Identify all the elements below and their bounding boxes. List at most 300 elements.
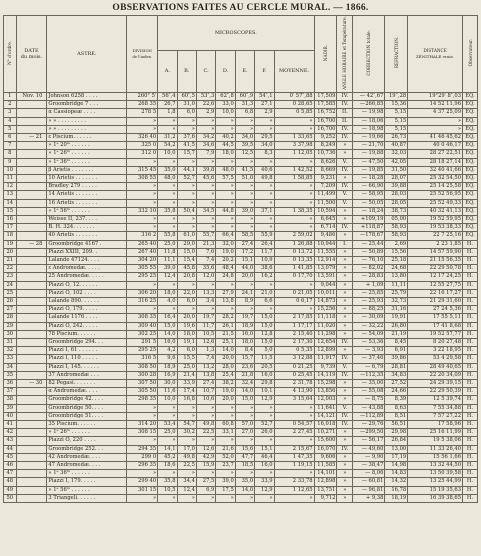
row-micro-c: 13,3 bbox=[196, 289, 215, 297]
row-distance: 13 32 44,50 bbox=[408, 462, 463, 470]
table-row bbox=[4, 396, 478, 404]
row-astre: 3 Triangeli. . . . . . bbox=[47, 494, 127, 502]
row-date bbox=[16, 125, 47, 133]
row-micro-b: 17,4 bbox=[177, 388, 196, 396]
row-micro-b: 33,9 bbox=[177, 380, 196, 388]
row-number: 28 bbox=[4, 314, 17, 322]
row-angle: IV. bbox=[337, 183, 353, 191]
row-micro-d: » bbox=[216, 158, 235, 166]
row-number: 4 bbox=[4, 117, 17, 125]
row-nadir: 13,751 bbox=[314, 486, 337, 494]
row-micro-d: 25,4 bbox=[216, 371, 235, 379]
row-refraction: 14,83 bbox=[385, 470, 408, 478]
row-micro-a: 25,0 bbox=[158, 429, 177, 437]
row-astre: Groombridge 51. . . . bbox=[47, 412, 127, 420]
row-angle: V. bbox=[337, 404, 353, 412]
row-correction: — 29,76 bbox=[353, 421, 385, 429]
row-refraction: 26,80 bbox=[385, 322, 408, 330]
row-date bbox=[16, 322, 47, 330]
row-date bbox=[16, 396, 47, 404]
row-angle: » bbox=[337, 289, 353, 297]
row-correction: — 9,90 bbox=[353, 453, 385, 461]
row-number: 3 bbox=[4, 109, 17, 117]
row-micro-d: » bbox=[216, 412, 235, 420]
row-nadir: 12,899 bbox=[314, 347, 337, 355]
row-micro-b: 20,0 bbox=[177, 314, 196, 322]
row-astre: 35 Piscium. . . . . . bbox=[47, 421, 127, 429]
row-micro-b: » bbox=[177, 281, 196, 289]
row-micro-f: » bbox=[255, 306, 274, 314]
row-division: » bbox=[127, 158, 158, 166]
row-number: 29 bbox=[4, 322, 17, 330]
row-micro-c: 15,9 bbox=[196, 462, 215, 470]
row-correction: —112,89 bbox=[353, 412, 385, 420]
row-correction: — 18,06 bbox=[353, 117, 385, 125]
row-observateur: EQ. bbox=[463, 183, 478, 191]
row-astre: 16 Arietis . . . . . . . bbox=[47, 199, 127, 207]
row-micro-e: 31,3 bbox=[235, 101, 254, 109]
row-micro-d: 19,0 bbox=[216, 388, 235, 396]
row-nadir: 11,585 bbox=[314, 462, 337, 470]
row-micro-f: 33,9 bbox=[255, 478, 274, 486]
table-row bbox=[4, 298, 478, 306]
row-moyenne: » bbox=[274, 404, 314, 412]
row-angle: IV. bbox=[337, 92, 353, 100]
row-micro-b: 18,0 bbox=[177, 330, 196, 338]
row-micro-c: » bbox=[196, 215, 215, 223]
row-moyenne: » bbox=[274, 183, 314, 191]
row-micro-b: » bbox=[177, 404, 196, 412]
row-micro-b: » bbox=[177, 470, 196, 478]
row-division: » bbox=[127, 191, 158, 199]
row-refraction: 13,00 bbox=[385, 445, 408, 453]
row-date bbox=[16, 462, 47, 470]
row-correction: —266,85 bbox=[353, 101, 385, 109]
header-micro-a: A. bbox=[158, 50, 177, 92]
row-astre: 82 Pegasi. . . . . . . bbox=[47, 380, 127, 388]
row-astre: α Cassiopeæ . . . . bbox=[47, 109, 127, 117]
row-observateur: H. bbox=[463, 462, 478, 470]
row-astre: α Andromedæ. . . . bbox=[47, 388, 127, 396]
row-observateur: H. bbox=[463, 281, 478, 289]
table-row bbox=[4, 289, 478, 297]
row-angle: » bbox=[337, 150, 353, 158]
row-angle: IV. bbox=[337, 101, 353, 109]
row-angle: » bbox=[337, 174, 353, 182]
row-micro-e: » bbox=[235, 199, 254, 207]
row-division: » bbox=[127, 494, 158, 502]
row-number: 2 bbox=[4, 101, 17, 109]
row-observateur: H. bbox=[463, 314, 478, 322]
row-micro-f: 46,4 bbox=[255, 453, 274, 461]
table-row bbox=[4, 404, 478, 412]
table-row bbox=[4, 371, 478, 379]
row-observateur: H. bbox=[463, 470, 478, 478]
row-micro-d: » bbox=[216, 183, 235, 191]
row-distance: 16 39 38,65 bbox=[408, 494, 463, 502]
row-distance: 19°29′ 8″,03 bbox=[408, 92, 463, 100]
row-angle: IV. bbox=[337, 133, 353, 141]
row-micro-d: 18,0 bbox=[216, 150, 235, 158]
row-micro-d: 20,2 bbox=[216, 256, 235, 264]
row-date bbox=[16, 470, 47, 478]
row-astre: » 1ᵉ 36ᵐ . . . . . . bbox=[47, 470, 127, 478]
row-observateur: EQ. bbox=[463, 92, 478, 100]
row-micro-e: 15,0 bbox=[235, 396, 254, 404]
row-division: 308 55 bbox=[127, 174, 158, 182]
row-micro-e: » bbox=[235, 412, 254, 420]
row-astre: » » . . . . . . . . . bbox=[47, 117, 127, 125]
table-row bbox=[4, 183, 478, 191]
row-date bbox=[16, 330, 47, 338]
row-refraction: 8,39 bbox=[385, 396, 408, 404]
row-micro-c: 10,6 bbox=[196, 396, 215, 404]
row-date bbox=[16, 232, 47, 240]
row-micro-f: » bbox=[255, 125, 274, 133]
row-astre: » » . . . . . . . . . bbox=[47, 125, 127, 133]
row-number: 8 bbox=[4, 150, 17, 158]
row-astre: 47 Andromedæ. . . . bbox=[47, 462, 127, 470]
row-observateur: H. bbox=[463, 322, 478, 330]
row-micro-c: 35,6 bbox=[196, 265, 215, 273]
row-refraction: 6,91 bbox=[385, 347, 408, 355]
row-micro-c: » bbox=[196, 183, 215, 191]
row-observateur: EQ. bbox=[463, 199, 478, 207]
row-moyenne: » bbox=[274, 281, 314, 289]
row-astre: Piazzi O, 179. . . . . bbox=[47, 306, 127, 314]
observations-table bbox=[3, 15, 478, 503]
row-number: 9 bbox=[4, 158, 17, 166]
row-number: 33 bbox=[4, 355, 17, 363]
row-micro-b: 44,1 bbox=[177, 166, 196, 174]
row-distance: 15 19 35,63 bbox=[408, 486, 463, 494]
row-micro-b: » bbox=[177, 437, 196, 445]
row-distance: 11 33 26,40 bbox=[408, 445, 463, 453]
row-micro-c: 42,9 bbox=[196, 453, 215, 461]
row-date bbox=[16, 191, 47, 199]
row-observateur: EQ. bbox=[463, 191, 478, 199]
row-observateur: H. bbox=[463, 437, 478, 445]
row-micro-a: 4,0 bbox=[158, 298, 177, 306]
row-micro-c: 22,6 bbox=[196, 101, 215, 109]
row-nadir: 16,700 bbox=[314, 117, 337, 125]
header-astre: ASTRE. bbox=[47, 16, 127, 93]
row-micro-e: » bbox=[235, 470, 254, 478]
row-number: 14 bbox=[4, 199, 17, 207]
row-micro-a: 14,1 bbox=[158, 445, 177, 453]
row-micro-e: » bbox=[235, 437, 254, 445]
row-moyenne: » bbox=[274, 158, 314, 166]
row-micro-c: » bbox=[196, 191, 215, 199]
row-refraction: 42,05 bbox=[385, 158, 408, 166]
row-angle: » bbox=[337, 453, 353, 461]
table-row bbox=[4, 363, 478, 371]
row-division: 305 50 bbox=[127, 388, 158, 396]
row-angle: » bbox=[337, 142, 353, 150]
row-micro-a: 16,4 bbox=[158, 314, 177, 322]
row-nadir: 9,606 bbox=[314, 453, 337, 461]
row-number: 47 bbox=[4, 470, 17, 478]
row-micro-d: 33,0 bbox=[216, 101, 235, 109]
row-correction: — 82,02 bbox=[353, 265, 385, 273]
row-micro-c: 1,3 bbox=[196, 347, 215, 355]
header-moyenne: MOYENNE. bbox=[274, 50, 314, 92]
table-row bbox=[4, 109, 478, 117]
row-micro-b: » bbox=[177, 215, 196, 223]
row-correction: — 47,50 bbox=[353, 158, 385, 166]
row-micro-d: » bbox=[216, 281, 235, 289]
row-refraction: 28,03 bbox=[385, 191, 408, 199]
row-number: 6 bbox=[4, 133, 17, 141]
table-row bbox=[4, 429, 478, 437]
row-number: 44 bbox=[4, 445, 17, 453]
row-micro-b: 31,0 bbox=[177, 101, 196, 109]
row-refraction: 25,18 bbox=[385, 256, 408, 264]
row-nadir: 16,700 bbox=[314, 125, 337, 133]
row-correction: — 66,90 bbox=[353, 183, 385, 191]
row-micro-b: 52,7 bbox=[177, 174, 196, 182]
row-correction: — 18,24 bbox=[353, 207, 385, 215]
row-micro-b: 20,8 bbox=[177, 273, 196, 281]
row-correction: — 18,28 bbox=[353, 174, 385, 182]
row-distance: 12 5 39,74 bbox=[408, 396, 463, 404]
row-refraction: 15,56 bbox=[385, 248, 408, 256]
row-moyenne: 2 17,30 bbox=[274, 339, 314, 347]
row-micro-a: » bbox=[158, 191, 177, 199]
row-correction: — 53,36 bbox=[353, 339, 385, 347]
row-observateur: H. bbox=[463, 363, 478, 371]
row-micro-d: 44,5 bbox=[216, 142, 235, 150]
row-refraction: 2,69 bbox=[385, 240, 408, 248]
row-refraction: 5,15 bbox=[385, 125, 408, 133]
row-micro-f: 11,5 bbox=[255, 355, 274, 363]
row-division: 332 10 bbox=[127, 207, 158, 215]
row-astre: Piazzi O, 102 . . . . bbox=[47, 289, 127, 297]
row-moyenne: » bbox=[274, 470, 314, 478]
row-moyenne: 1 26,88 bbox=[274, 240, 314, 248]
row-observateur: H. bbox=[463, 355, 478, 363]
row-division: 299 0 bbox=[127, 453, 158, 461]
row-distance: 22 16 17,27 bbox=[408, 289, 463, 297]
row-micro-c: 12,6 bbox=[196, 339, 215, 347]
row-micro-f: » bbox=[255, 224, 274, 232]
row-micro-e: 47,7 bbox=[235, 453, 254, 461]
row-micro-a: 11,6 bbox=[158, 388, 177, 396]
row-moyenne: 1 38,35 bbox=[274, 207, 314, 215]
row-micro-e: 17,2 bbox=[235, 248, 254, 256]
row-distance: 53 4 29,58 bbox=[408, 355, 463, 363]
row-astre: Piazzi O, 220 . . . . bbox=[47, 437, 127, 445]
row-micro-c: 6,9 bbox=[196, 486, 215, 494]
row-micro-b: 15,5 bbox=[177, 355, 196, 363]
row-observateur: H. bbox=[463, 445, 478, 453]
row-micro-c: 49,8 bbox=[196, 421, 215, 429]
row-observateur: H. bbox=[463, 371, 478, 379]
row-micro-b: 12,4 bbox=[177, 486, 196, 494]
row-observateur: H. bbox=[463, 289, 478, 297]
row-micro-d: » bbox=[216, 470, 235, 478]
row-number: 30 bbox=[4, 330, 17, 338]
row-observateur: EQ. bbox=[463, 133, 478, 141]
row-nadir: 6,645 bbox=[314, 215, 337, 223]
row-micro-d: 20,0 bbox=[216, 396, 235, 404]
row-division: 300 28 bbox=[127, 371, 158, 379]
header-angle: ANGLE HORAIRE et Température. bbox=[337, 16, 353, 93]
row-nadir: 9,712 bbox=[314, 494, 337, 502]
row-division: » bbox=[127, 404, 158, 412]
row-date bbox=[16, 150, 47, 158]
row-division: 302 25 bbox=[127, 330, 158, 338]
row-distance: 12 55 27,75 bbox=[408, 281, 463, 289]
row-astre: 14 Arietis . . . . . . . bbox=[47, 191, 127, 199]
row-micro-f: » bbox=[255, 117, 274, 125]
row-astre: » 1ᵉ 56ᵐ . . . . . . bbox=[47, 207, 127, 215]
row-correction: — 60,81 bbox=[353, 478, 385, 486]
row-micro-f: » bbox=[255, 215, 274, 223]
row-division: 314 20 bbox=[127, 421, 158, 429]
row-correction: + 1,09 bbox=[353, 281, 385, 289]
row-nadir: 11,555 bbox=[314, 248, 337, 256]
row-moyenne: » bbox=[274, 191, 314, 199]
row-nadir: 16,018 bbox=[314, 421, 337, 429]
row-refraction: 19,91 bbox=[385, 314, 408, 322]
row-micro-c: » bbox=[196, 404, 215, 412]
row-micro-e: 34,0 bbox=[235, 133, 254, 141]
row-number: 5 bbox=[4, 125, 17, 133]
row-division: » bbox=[127, 437, 158, 445]
row-micro-f: 2,9 bbox=[255, 109, 274, 117]
row-micro-b: 54,7 bbox=[177, 421, 196, 429]
row-division: 260° 5′ bbox=[127, 92, 158, 100]
row-micro-e: » bbox=[235, 183, 254, 191]
row-moyenne: 0 6,17 bbox=[274, 298, 314, 306]
row-observateur: H. bbox=[463, 256, 478, 264]
row-observateur: EQ. bbox=[463, 215, 478, 223]
row-nadir: 11,499 bbox=[314, 191, 337, 199]
row-distance: 28 18 27,14 bbox=[408, 158, 463, 166]
row-micro-d: 32,0 bbox=[216, 240, 235, 248]
table-row bbox=[4, 330, 478, 338]
row-micro-f: 10,9 bbox=[255, 256, 274, 264]
header-observateur: Observateur. bbox=[463, 16, 478, 93]
row-division: 308 35 bbox=[127, 314, 158, 322]
row-micro-a: 54,2 bbox=[158, 142, 177, 150]
row-division: » bbox=[127, 199, 158, 207]
row-correction: — 76,10 bbox=[353, 256, 385, 264]
row-micro-f: 10,1 bbox=[255, 388, 274, 396]
row-micro-d: 27,9 bbox=[216, 289, 235, 297]
row-number: 42 bbox=[4, 429, 17, 437]
row-micro-d: » bbox=[216, 404, 235, 412]
row-micro-f: » bbox=[255, 470, 274, 478]
row-distance: » bbox=[408, 125, 463, 133]
row-moyenne: » bbox=[274, 306, 314, 314]
row-angle: » bbox=[337, 486, 353, 494]
row-correction: — 35,00 bbox=[353, 380, 385, 388]
row-micro-f: 26,4 bbox=[255, 240, 274, 248]
row-micro-b: 50,4 bbox=[177, 207, 196, 215]
row-micro-c: » bbox=[196, 437, 215, 445]
row-micro-c: 2,9 bbox=[196, 109, 215, 117]
row-nadir: 11,118 bbox=[314, 314, 337, 322]
row-micro-a: 31,2 bbox=[158, 133, 177, 141]
row-micro-d: 19,0 bbox=[216, 248, 235, 256]
row-astre: 37 Andromedæ . . . bbox=[47, 371, 127, 379]
table-row bbox=[4, 224, 478, 232]
row-micro-e: » bbox=[235, 281, 254, 289]
row-correction: — 32,22 bbox=[353, 322, 385, 330]
page-title: OBSERVATIONS FAITES AU CERCLE MURAL. — 1866. bbox=[112, 3, 369, 13]
row-micro-f: 27,1 bbox=[255, 101, 274, 109]
row-micro-b: » bbox=[177, 494, 196, 502]
row-refraction: 58,93 bbox=[385, 232, 408, 240]
row-distance: 7 57 27,22 bbox=[408, 412, 463, 420]
row-refraction: 28,81 bbox=[385, 363, 408, 371]
row-nadir: 12,914 bbox=[314, 256, 337, 264]
row-angle: IV. bbox=[337, 421, 353, 429]
row-micro-b: 34,4 bbox=[177, 478, 196, 486]
row-micro-e: 24,1 bbox=[235, 289, 254, 297]
row-nadir: 17,509 bbox=[314, 92, 337, 100]
row-astre: Piazzi I, 145. . . . . . bbox=[47, 363, 127, 371]
row-nadir: 11,298 bbox=[314, 330, 337, 338]
row-date bbox=[16, 388, 47, 396]
row-distance: 22 29 50,78 bbox=[408, 265, 463, 273]
table-row bbox=[4, 494, 478, 502]
row-micro-f: 20,5 bbox=[255, 363, 274, 371]
row-observateur: H. bbox=[463, 396, 478, 404]
row-nadir: 10,594 bbox=[314, 207, 337, 215]
row-number: 13 bbox=[4, 191, 17, 199]
row-micro-a: 35,0 bbox=[158, 166, 177, 174]
row-angle: » bbox=[337, 306, 353, 314]
row-micro-a: » bbox=[158, 281, 177, 289]
row-refraction: 17,19 bbox=[385, 453, 408, 461]
row-number: 15 bbox=[4, 207, 17, 215]
row-division: 316 5 bbox=[127, 355, 158, 363]
row-micro-f: 34,0 bbox=[255, 142, 274, 150]
row-division: 312 0 bbox=[127, 150, 158, 158]
row-micro-f: » bbox=[255, 183, 274, 191]
row-micro-c: 55,7 bbox=[196, 232, 215, 240]
header-distance: DISTANCE ZÉNITHALE vraie. bbox=[408, 16, 463, 93]
row-micro-d: 66,4 bbox=[216, 232, 235, 240]
row-angle: » bbox=[337, 207, 353, 215]
row-refraction: 21,19 bbox=[385, 330, 408, 338]
row-angle: » bbox=[337, 380, 353, 388]
row-refraction: 24,68 bbox=[385, 265, 408, 273]
row-micro-d: 38,2 bbox=[216, 380, 235, 388]
row-distance: 19 52 59,95 bbox=[408, 215, 463, 223]
row-refraction: 14,32 bbox=[385, 478, 408, 486]
row-angle: » bbox=[337, 273, 353, 281]
row-number: 10 bbox=[4, 166, 17, 174]
row-astre: Johnson 6258 . . . . bbox=[47, 92, 127, 100]
row-refraction: 19′′,28 bbox=[385, 92, 408, 100]
row-micro-a: 9,6 bbox=[158, 355, 177, 363]
row-moyenne: 0 21,25 bbox=[274, 363, 314, 371]
row-distance: 17 55 5,11 bbox=[408, 314, 463, 322]
row-nadir: 13,079 bbox=[314, 265, 337, 273]
row-division: 295 25 bbox=[127, 347, 158, 355]
row-division: 308 15 bbox=[127, 429, 158, 437]
row-refraction: 32,03 bbox=[385, 150, 408, 158]
row-nadir: 13,856 bbox=[314, 388, 337, 396]
row-moyenne: » bbox=[274, 412, 314, 420]
row-micro-b: » bbox=[177, 199, 196, 207]
row-micro-c: 39,8 bbox=[196, 166, 215, 174]
row-astre: Piazzi I, 179. . . . . bbox=[47, 478, 127, 486]
